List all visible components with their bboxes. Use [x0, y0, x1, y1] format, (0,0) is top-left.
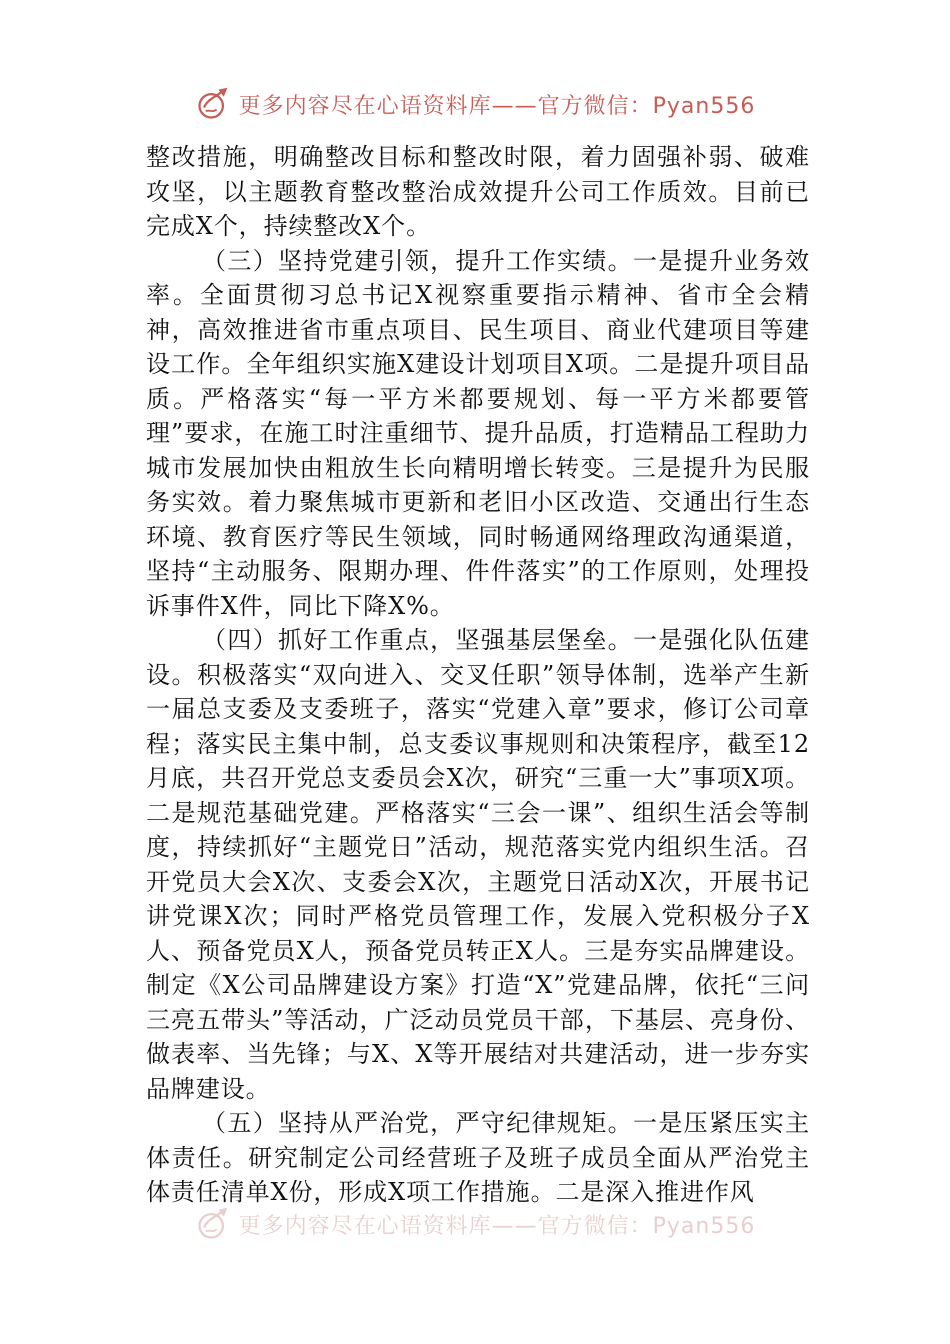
- paragraph-section-5: （五）坚持从严治党，严守纪律规矩。一是压紧压实主体责任。研究制定公司经营班子及班子成员全面从严治党主体责任清单X份，形成X项工作措施。二是深入推进作风: [146, 1109, 810, 1206]
- logo-icon: [195, 1206, 231, 1242]
- header-watermark: [0, 84, 950, 124]
- watermark-text: 更多内容尽在心语资料库——官方微信：Pyan556: [238, 93, 756, 119]
- footer-watermark: [0, 1204, 950, 1244]
- logo-icon: [195, 86, 231, 122]
- paragraph-section-4: （四）抓好工作重点，坚强基层堡垒。一是强化队伍建设。积极落实“双向进入、交叉任职”领导体制，选举产生新一届总支委及支委班子，落实“党建入章”要求，修订公司章程；落实民主集中制，总支委议事规则和决策程序，截至12月底，共召开党总支委员会X次，研究“三重一大”事项X项。二是规范基础党建。严格落实“三会一课”、组织生活会等制度，持续抓好“主题党日”活动，规范落实党内组织生活。召开党员大会X次、支委会X次，主题党日活动X次，开展书记讲党课X次；同时严格党员管理工作，发展入党积极分子X人、预备党员X人，预备党员转正X人。三是夯实品牌建设。制定《X公司品牌建设方案》打造“X”党建品牌，依托“三问三亮五带头”等活动，广泛动员党员干部，下基层、亮身份、做表率、当先锋；与X、X等开展结对共建活动，进一步夯实品牌建设。: [146, 626, 810, 1103]
- paragraph-section-3: （三）坚持党建引领，提升工作实绩。一是提升业务效率。全面贯彻习总书记X视察重要指示精神、省市全会精神，高效推进省市重点项目、民生项目、商业代建项目等建设工作。全年组织实施X建设计划项目X项。二是提升项目品质。严格落实“每一平方米都要规划、每一平方米都要管理”要求，在施工时注重细节、提升品质，打造精品工程助力城市发展加快由粗放生长向精明增长转变。三是提升为民服务实效。着力聚焦城市更新和老旧小区改造、交通出行生态环境、教育医疗等民生领域，同时畅通网络理政沟通渠道，坚持“主动服务、限期办理、件件落实”的工作原则，处理投诉事件X件，同比下降X%。: [146, 246, 810, 620]
- watermark-text: 更多内容尽在心语资料库——官方微信：Pyan556: [238, 1213, 756, 1239]
- document-body: [146, 140, 810, 1210]
- paragraph-continuation: 整改措施，明确整改目标和整改时限，着力固强补弱、破难攻坚，以主题教育整改整治成效提升公司工作质效。目前已完成X个，持续整改X个。: [146, 143, 810, 240]
